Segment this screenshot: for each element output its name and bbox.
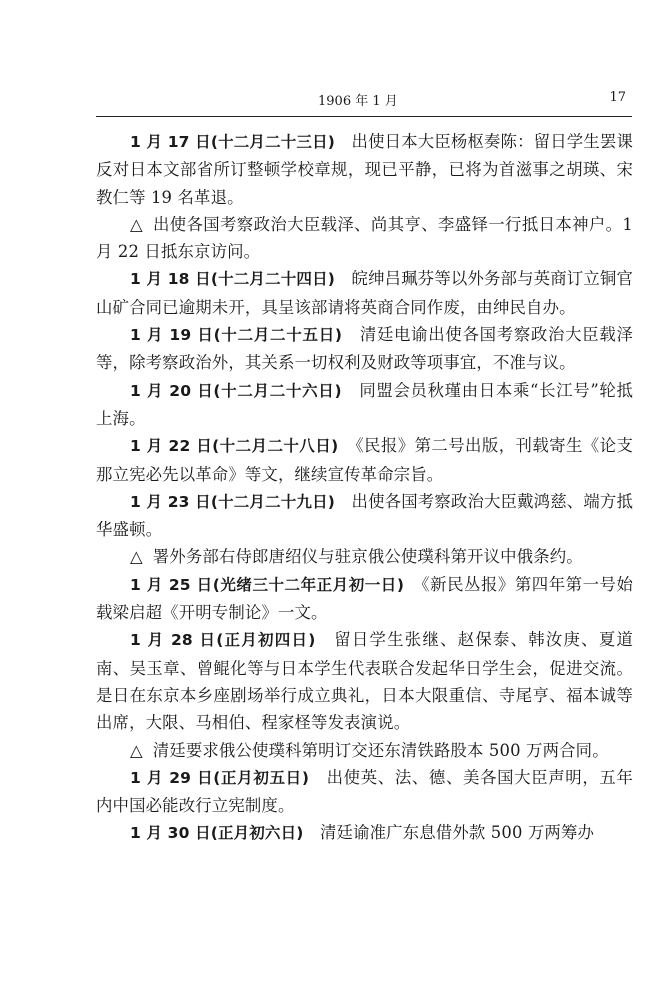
chronicle-entry [96, 432, 633, 488]
triangle-marker: △ [130, 214, 143, 234]
entry-date: 1 月 17 日(十二月二十三日) [130, 133, 335, 151]
entry-date: 1 月 22 日(十二月二十八日) [130, 437, 339, 456]
chronicle-entry [96, 211, 633, 266]
entry-text: 清廷要求俄公使璞科第明订交还东清铁路股本 500 万两合同。 [152, 740, 609, 760]
chronicle-entry [96, 626, 633, 736]
entry-text: 署外务部右侍郎唐绍仪与驻京俄公使璞科第开议中俄条约。 [152, 547, 583, 567]
entry-text: 出使各国考察政治大臣载泽、尚其亨、李盛铎一行抵日本神户。1 月 22 日抵东京访问。 [96, 214, 633, 262]
entry-text: 同盟会员秋瑾由日本乘“长江号”轮抵上海。 [96, 380, 634, 428]
chronicle-entry [96, 321, 633, 377]
entry-date: 1 月 18 日(十二月二十四日) [130, 270, 335, 289]
chronicle-entry [96, 488, 633, 544]
header-title: 1906 年 1 月 [318, 94, 398, 109]
chronicle-entry [96, 764, 633, 820]
entry-text: 清廷谕准广东息借外款 500 万两筹办 [320, 823, 595, 843]
entry-text: 清廷电谕出使各国考察政治大臣载泽等，除考察政治外，其关系一切权利及财政等项事宜，不准与议。 [96, 325, 634, 373]
running-header [96, 88, 636, 112]
entry-text: 《民报》第二号出版，刊载寄生《论支那立宪必先以革命》等文，继续宣传革命宗旨。 [96, 436, 633, 484]
entry-date: 1 月 19 日(十二月二十五日) [130, 326, 343, 345]
entry-text: 皖绅吕珮芬等以外务部与英商订立铜官山矿合同已逾期未开，具呈该部请将英商合同作废，由绅民自办。 [96, 269, 633, 317]
chronicle-entry [96, 571, 633, 627]
chronicle-entry [96, 543, 633, 570]
entry-date: 1 月 25 日(光绪三十二年正月初一日) [130, 575, 405, 594]
page-number: 17 [609, 90, 626, 105]
chronicle-entry [96, 377, 633, 433]
entry-date: 1 月 23 日(十二月二十九日) [130, 492, 335, 511]
chronicle-entry [96, 128, 633, 211]
entry-date: 1 月 30 日(正月初六日) [130, 824, 304, 843]
chronicle-entry [96, 737, 633, 764]
entry-text: 出使各国考察政治大臣戴鸿慈、端方抵华盛顿。 [96, 491, 633, 540]
entry-date: 1 月 28 日(正月初四日) [130, 631, 316, 650]
entry-text: 留日学生张继、赵保泰、韩汝庚、夏道南、吴玉章、曾鲲化等与日本学生代表联合发起华日学生会，促进交流。是日在东京本乡座剧场举行成立典礼，日本大限重信、寺尾亨、福本诚等出席，大限、马相伯、程家柽等发表演说。 [96, 630, 633, 733]
chronicle-body [96, 128, 633, 848]
entry-text: 《新民丛报》第四年第一号始载梁启超《开明专制论》一文。 [96, 574, 634, 623]
chronicle-entry [96, 265, 633, 321]
entry-text: 出使日本大臣杨枢奏陈：留日学生罢课反对日本文部省所订整顿学校章规，现已平静，已将为首滋事之胡瑛、宋教仁等 19 名革退。 [96, 132, 633, 207]
header-rule [96, 116, 632, 117]
triangle-marker: △ [130, 547, 143, 567]
chronicle-entry [96, 819, 633, 847]
entry-text: 出使英、法、德、美各国大臣声明，五年内中国必能改行立宪制度。 [96, 767, 633, 816]
entry-date: 1 月 29 日(正月初五日) [130, 768, 310, 787]
entry-date: 1 月 20 日(十二月二十六日) [130, 381, 342, 400]
triangle-marker: △ [130, 740, 143, 760]
